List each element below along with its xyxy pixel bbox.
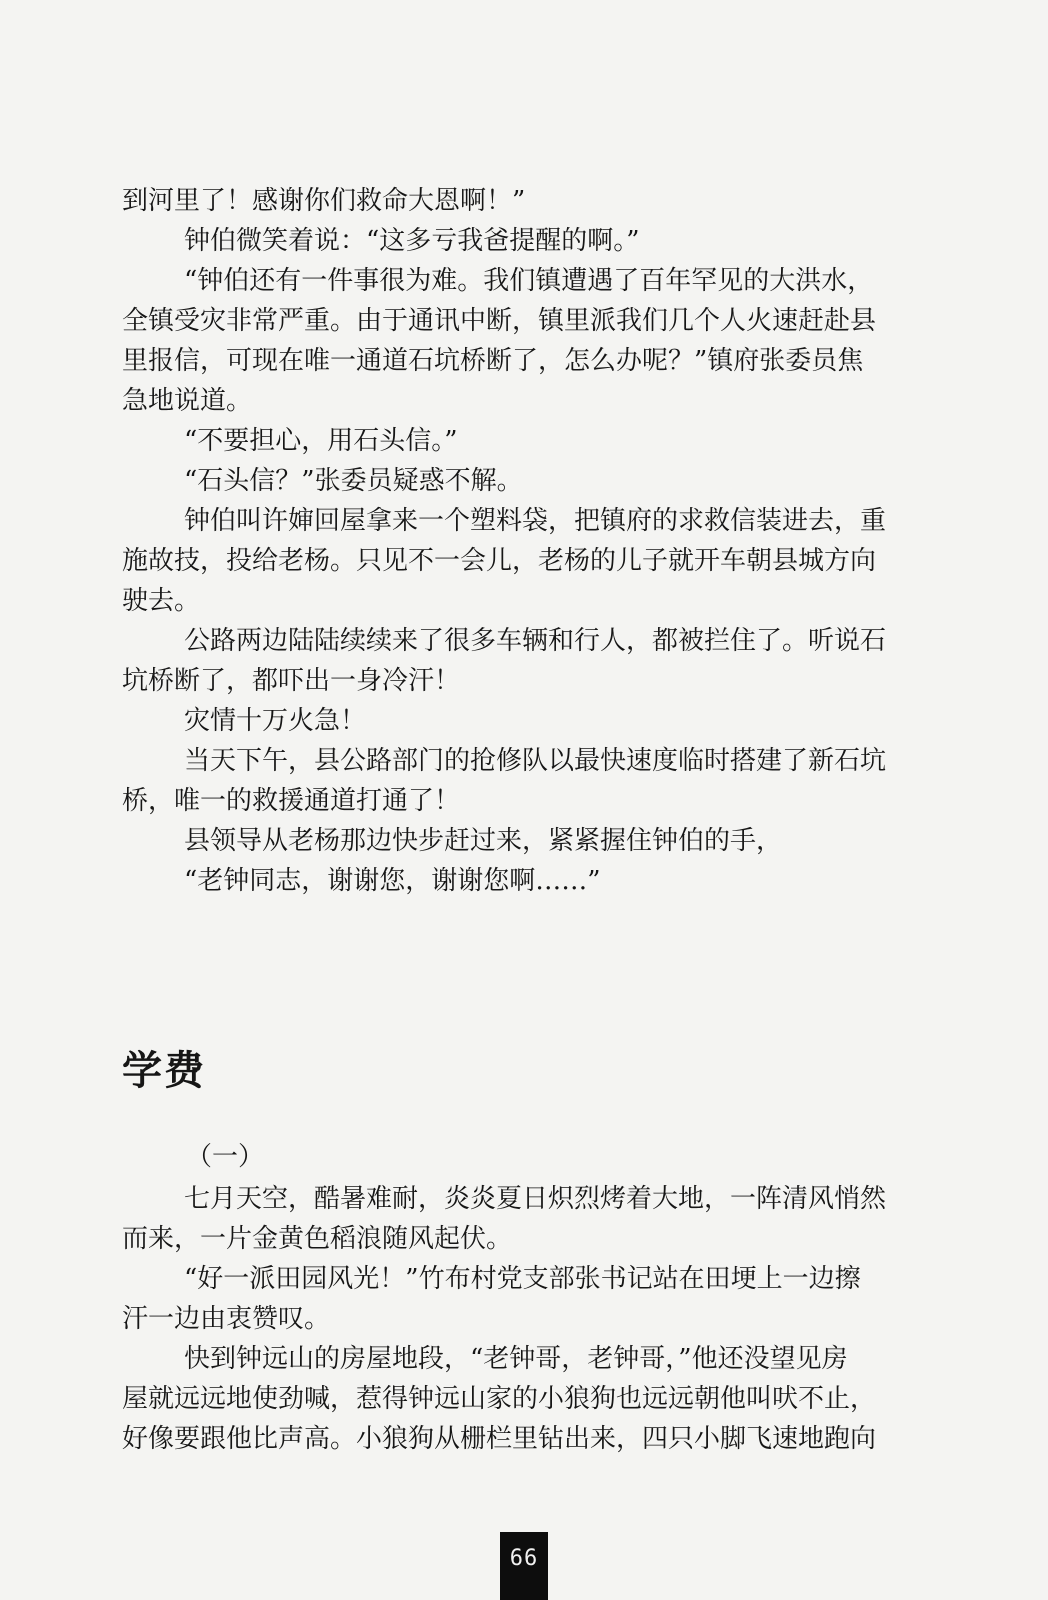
paragraph-line: “钟伯还有一件事很为难。我们镇遭遇了百年罕见的大洪水， <box>184 266 874 296</box>
paragraph-line: 坑桥断了，都吓出一身冷汗！ <box>122 666 461 696</box>
paragraph-line: 而来，一片金黄色稻浪随风起伏。 <box>122 1224 513 1254</box>
paragraph-line: 到河里了！感谢你们救命大恩啊！” <box>122 186 526 216</box>
paragraph-line: 七月天空，酷暑难耐，炎炎夏日炽烈烤着大地，一阵清风悄然 <box>184 1184 887 1214</box>
paragraph-line: 屋就远远地使劲喊，惹得钟远山家的小狼狗也远远朝他叫吠不止， <box>122 1384 877 1414</box>
paragraph-line: 桥，唯一的救援通道打通了！ <box>122 786 461 816</box>
chapter-title: 学费 <box>122 1048 206 1094</box>
paragraph-line: 施故技，投给老杨。只见不一会儿，老杨的儿子就开车朝县城方向 <box>122 546 877 576</box>
paragraph-line: “老钟同志，谢谢您，谢谢您啊……” <box>184 866 601 896</box>
section-number: （一） <box>186 1142 265 1172</box>
paragraph-line: 钟伯微笑着说：“这多亏我爸提醒的啊。” <box>184 226 640 256</box>
paragraph-line: 好像要跟他比声高。小狼狗从栅栏里钻出来，四只小脚飞速地跑向 <box>122 1424 877 1454</box>
paragraph-line: “好一派田园风光！”竹布村党支部张书记站在田埂上一边擦 <box>184 1264 861 1294</box>
paragraph-line: 灾情十万火急！ <box>184 706 367 736</box>
paragraph-line: 公路两边陆陆续续来了很多车辆和行人，都被拦住了。听说石 <box>184 626 887 656</box>
page-number: 66 <box>509 1546 539 1571</box>
paragraph-line: 钟伯叫许婶回屋拿来一个塑料袋，把镇府的求救信装进去，重 <box>184 506 887 536</box>
paragraph-line: 急地说道。 <box>122 386 253 416</box>
paragraph-line: “不要担心，用石头信。” <box>184 426 458 456</box>
paragraph-line: 全镇受灾非常严重。由于通讯中断，镇里派我们几个人火速赶赴县 <box>122 306 877 336</box>
page-number-badge <box>500 1532 548 1600</box>
paragraph-line: 当天下午，县公路部门的抢修队以最快速度临时搭建了新石坑 <box>184 746 887 776</box>
paragraph-line: “石头信？”张委员疑惑不解。 <box>184 466 523 496</box>
paragraph-line: 里报信，可现在唯一通道石坑桥断了，怎么办呢？”镇府张委员焦 <box>122 346 864 376</box>
paragraph-line: 县领导从老杨那边快步赶过来，紧紧握住钟伯的手， <box>184 826 783 856</box>
paragraph-line: 快到钟远山的房屋地段，“老钟哥，老钟哥，”他还没望见房 <box>184 1344 848 1374</box>
paragraph-line: 驶去。 <box>122 586 201 616</box>
paragraph-line: 汗一边由衷赞叹。 <box>122 1304 331 1334</box>
